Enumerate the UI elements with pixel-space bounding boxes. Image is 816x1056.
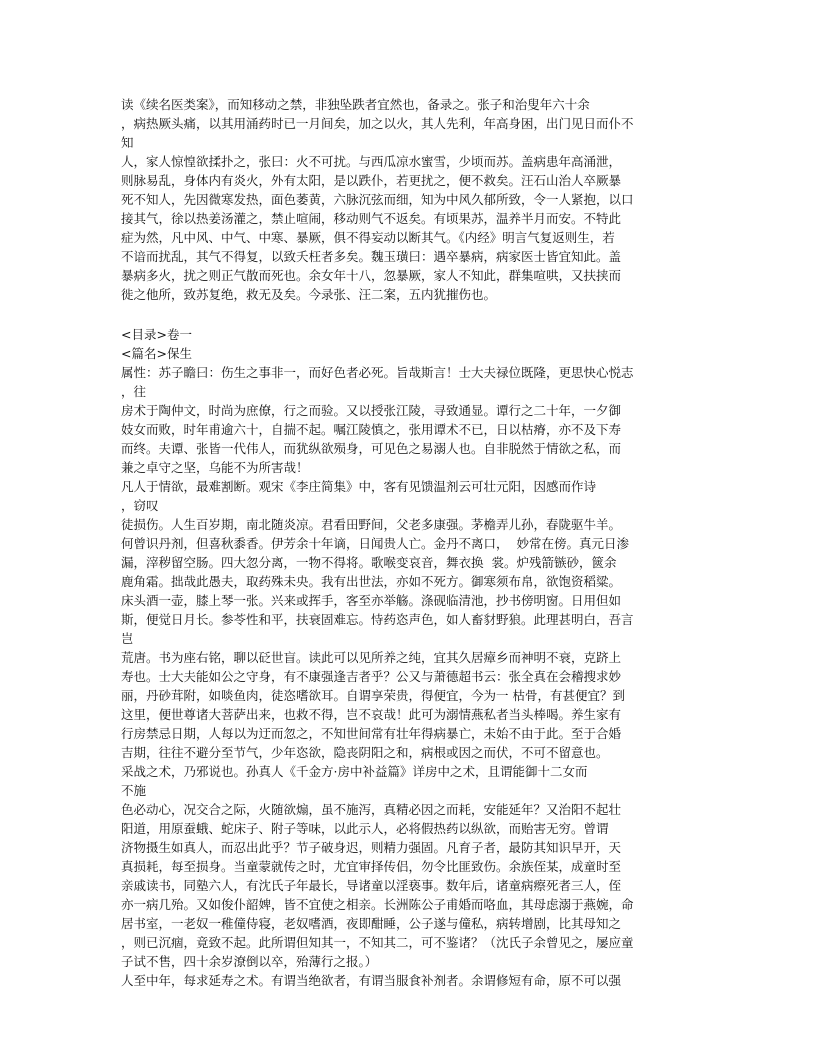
text-line: 采战之术，乃邪说也。孙真人《千金方·房中补益篇》详房中之术，且谓能御十二女而 [121, 764, 588, 779]
text-line: 不施 [121, 783, 147, 798]
text-line: 房术于陶仲文，时尚为庶僚，行之而验。又以授张江陵，寻致通显。谭行之二十年，一夕御 [121, 403, 622, 418]
text-line: 阳道，用原蚕蛾、蛇床子、附子等味，以此示人，必将假热药以纵欲，而贻害无穷。曾谓 [121, 821, 609, 836]
text-line: ，窃叹 [121, 498, 159, 513]
paragraph-movement-prohibition [121, 95, 816, 304]
poem-line: 岂 [121, 631, 134, 646]
text-line: 知 [121, 135, 134, 150]
text-line: 凡人于情欲，最难割断。观宋《李庄简集》中，客有见馈温剂云可壮元阳，因感而作诗 [121, 479, 597, 494]
text-line: 而终。夫谭、张皆一代伟人，而犹纵欲殒身，可见色之易溺人也。自非脱然于情欲之私，而 [121, 441, 622, 456]
catalog-label: <目录>卷一 [121, 327, 192, 342]
poem-line: 漏，滓秽留空肠。四大忽分离，一物不得将。歌喉变哀音，舞衣换 裳。炉残箭镞砂，篋余 [121, 555, 617, 570]
text-line: 居书室，一老奴一稚僮侍寝，老奴嗜酒，夜即酣睡，公子遂与僮私，病转增剧，比其母知之 [121, 916, 622, 931]
text-line: 兼之卓守之坚，乌能不为所害哉！ [121, 460, 309, 475]
text-line: 色必动心，况交合之际，火随欲煽，虽不施泻，真精必因之而耗，安能延年？又治阳不起壮 [121, 802, 622, 817]
chapter-title-label: <篇名>保生 [121, 346, 192, 361]
text-line: 症为然，凡中风、中气、中寒、暴厥，俱不得妄动以断其气。《内经》明言气复返则生，若 [121, 230, 615, 245]
text-line: ，往 [121, 384, 147, 399]
text-line: 行房禁忌日期，人每以为迂而忽之，不知世间常有壮年得病暴亡，未始不由于此。至于合婚 [121, 726, 622, 741]
text-line: 济物摄生如真人，而忍出此乎？节子破身迟，则精力强固。凡育子者，最防其知识早开，天 [121, 840, 622, 855]
text-line: 人至中年，每求延寿之术。有谓当绝欲者，有谓当服食补剂者。余谓修短有命，原不可以强 [121, 973, 622, 988]
text-line: 吉期，往往不避分至节气，少年恣欲，隐丧阴阳之和，病根或因之而伏，不可不留意也。 [121, 745, 609, 760]
text-line: 读《续名医类案》，而知移动之禁，非独坠跌者宜然也，备录之。张子和治叟年六十余 [121, 97, 590, 112]
text-line: ，病热厥头痛，以其用涌药时已一月间矣，加之以火，其人先利，年高身困，出门见日而仆不 [121, 116, 634, 131]
text-line: ，则已沉痼，竟致不起。此所谓但知其一，不知其二，可不鉴诸？（沈氏子余曾见之，屡应童 [121, 935, 634, 950]
text-line: 则脉易乱，身体内有炎火，外有太阳，是以跌仆，若更扰之，便不救矣。汪石山治人卒厥暴 [121, 173, 622, 188]
poem-line: 何曾识丹剂，但喜秋黍香。伊芳余十年谪，日闻贵人亡。金丹不离口， 妙常在傍。真元日渗 [121, 536, 629, 551]
poem-line: 鹿角霜。拙哉此愚夫，取药殊未央。我有出世法，亦如不死方。御寒须布帛，欲饱资稻粱。 [121, 574, 622, 589]
text-line: 真损耗，每至损身。当童蒙就传之时，尤宜审择传侣，勿令比匪致伤。余族侄某，成童时至 [121, 859, 622, 874]
text-line: 丽，丹砂茸附，如啖鱼肉，徒恣嗜欲耳。自谓享荣贵，得便宜，今为一 枯骨，有甚便宜？到 [121, 688, 625, 703]
text-line: 接其气，徐以热姜汤灌之，禁止喧闹，移动则气不返矣。有顷果苏，温养半月而安。不特此 [121, 211, 622, 226]
text-line: 属性：苏子瞻曰：伤生之事非一，而好色者必死。旨哉斯言！士大夫禄位既隆，更思快心悦志 [121, 365, 634, 380]
text-line: 暴病多火，扰之则正气散而死也。余女年十八，忽暴厥，家人不知此，群集喧哄，又扶挟而 [121, 268, 622, 283]
text-line: 徙之他所，致苏复绝，救无及矣。今录张、汪二案，五内犹摧伤也。 [121, 287, 497, 302]
text-line: 亲戚读书，同塾六人，有沈氏子年最长，导诸童以淫亵事。数年后，诸童病瘵死者三人，侄 [121, 878, 622, 893]
poem-line: 斯，便觉日月长。参苓性和平，扶衰固难忘。恃药恣声色，如人畜豺野狼。此理甚明白，吾言 [121, 612, 634, 627]
text-line: 死不知人，先因微寒发热，面色萎黄，六脉沉弦而细，知为中风久郁所致，令一人紧抱，以口 [121, 192, 634, 207]
text-line: 这里，便世尊诸大菩萨出来，也救不得，岂不哀哉！此可为溺情燕私者当头棒喝。养生家有 [121, 707, 622, 722]
section-spacer [121, 304, 816, 325]
text-line: 寿也。士大夫能如公之守身，有不康强逢吉者乎？公又与萧德超书云：张全真在会稽搜求妙 [121, 669, 622, 684]
text-line: 子试不售，四十余岁潦倒以卒，殆薄行之报。） [121, 954, 378, 969]
text-line: 人，家人惊惶欲揉扑之，张曰：火不可扰。与西瓜凉水蜜雪，少顷而苏。盖病患年高涌泄， [121, 154, 622, 169]
poem-line: 徒损伤。人生百岁期，南北随炎凉。君看田野间，父老多康强。茅檐弄儿孙，春陇驱牛羊。 [121, 517, 622, 532]
section-baosheng [121, 325, 816, 990]
text-line: 荒唐。书为座右铭，聊以砭世盲。读此可以见所养之纯，宜其久居瘴乡而神明不衰，克跻上 [121, 650, 622, 665]
text-line: 亦一病几殆。又如俊仆韶婢，皆不宜使之相亲。长洲陈公子甫婚而咯血，其母虑溺于燕婉，命 [121, 897, 634, 912]
text-line: 不谙而扰乱，其气不得复，以致夭枉者多矣。魏玉璜曰：遇卒暴病，病家医士皆宜知此。盖 [121, 249, 622, 264]
text-line: 妓女而败，时年甫逾六十，自揣不起。嘱江陵慎之，张用谭术不已，日以枯瘠，亦不及下寿 [121, 422, 622, 437]
poem-line: 床头酒一壶，膝上琴一张。兴来或挥手，客至亦举觞。涤砚临清池，抄书傍明窗。日用但如 [121, 593, 622, 608]
